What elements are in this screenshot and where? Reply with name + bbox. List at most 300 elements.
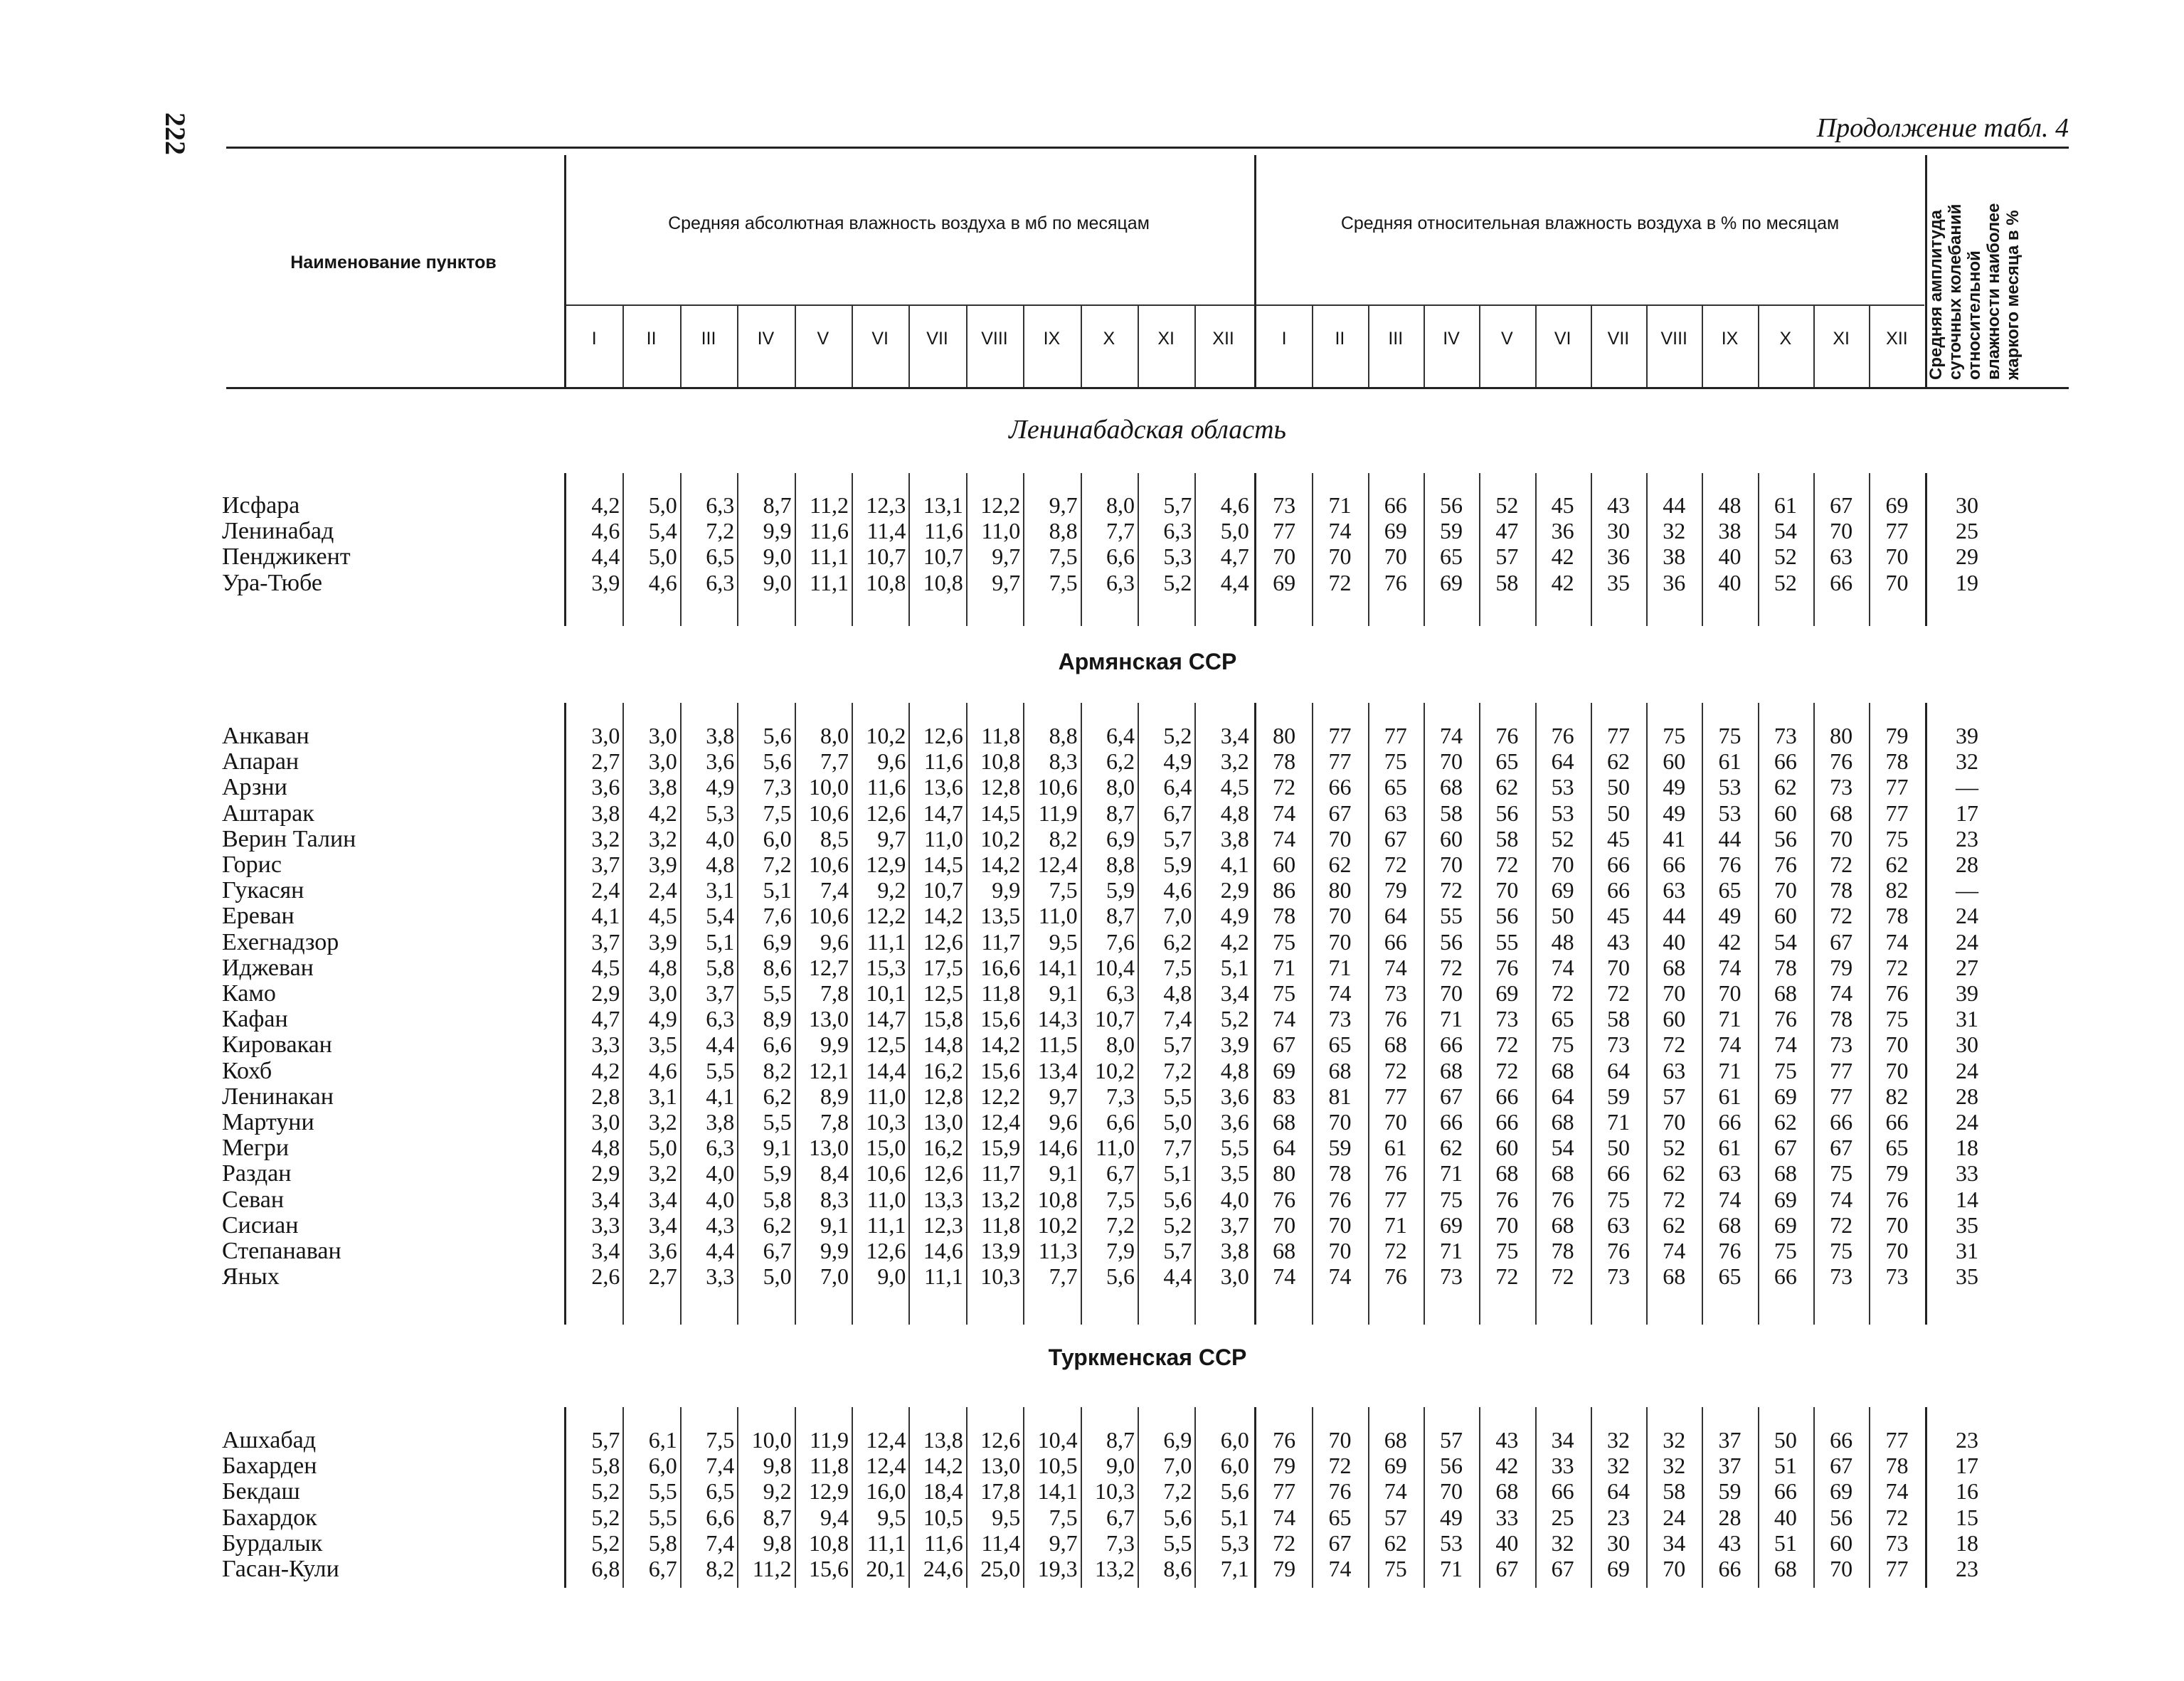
rel-humidity-cell: 70 [1328, 928, 1352, 955]
rel-humidity-cell: 40 [1718, 543, 1742, 570]
abs-humidity-cell: 8,7 [763, 492, 792, 518]
abs-humidity-cell: 12,6 [980, 1427, 1021, 1453]
amplitude-column-header: Средняя амплитуда суточных колебаний относительной влажности наиболее жаркого месяца в % [1926, 203, 2023, 380]
abs-month-header: IX [1043, 329, 1061, 349]
abs-humidity-cell: 3,0 [648, 980, 677, 1006]
rel-humidity-cell: 56 [1440, 492, 1463, 518]
abs-humidity-cell: 15,9 [980, 1135, 1021, 1161]
station-name: Верин Талин [222, 825, 356, 852]
abs-humidity-cell: 3,0 [591, 1109, 620, 1135]
abs-humidity-cell: 12,3 [923, 1211, 963, 1238]
abs-humidity-cell: 12,4 [1037, 852, 1078, 877]
abs-humidity-cell: 3,8 [1220, 825, 1249, 852]
abs-humidity-cell: 3,8 [706, 723, 735, 748]
rel-humidity-cell: 64 [1384, 903, 1407, 929]
rel-humidity-cell: 65 [1384, 774, 1407, 800]
amplitude-cell: — [1956, 774, 1978, 800]
abs-humidity-cell: 6,2 [1163, 928, 1192, 955]
abs-humidity-cell: 10,8 [866, 569, 906, 595]
rel-humidity-cell: 70 [1328, 1211, 1352, 1238]
rel-humidity-cell: 63 [1384, 800, 1407, 826]
rel-month-header: X [1779, 329, 1792, 349]
section-title: Туркменская ССР [1048, 1345, 1247, 1370]
rel-humidity-cell: 33 [1551, 1453, 1574, 1479]
rel-humidity-cell: 76 [1551, 1186, 1574, 1212]
rel-humidity-cell: 68 [1830, 800, 1853, 826]
rel-humidity-cell: 44 [1663, 492, 1686, 518]
abs-humidity-cell: 10,7 [866, 543, 906, 570]
abs-humidity-cell: 5,0 [648, 543, 677, 570]
rel-humidity-cell: 68 [1495, 1160, 1519, 1187]
abs-humidity-cell: 5,1 [1163, 1160, 1192, 1187]
station-name: Кохб [222, 1057, 272, 1084]
rel-humidity-cell: 64 [1273, 1135, 1296, 1161]
rel-humidity-cell: 70 [1440, 980, 1463, 1006]
rel-humidity-cell: 72 [1606, 980, 1630, 1006]
rel-humidity-cell: 70 [1830, 518, 1853, 544]
abs-humidity-cell: 7,9 [1106, 1238, 1135, 1263]
abs-humidity-cell: 7,2 [1163, 1057, 1192, 1083]
abs-humidity-cell: 7,5 [1049, 1504, 1078, 1530]
amplitude-cell: 17 [1956, 800, 1978, 826]
rel-group-left-rule [1254, 155, 1256, 387]
abs-humidity-cell: 12,4 [980, 1109, 1021, 1135]
rel-humidity-cell: 75 [1273, 928, 1296, 955]
rel-humidity-cell: 70 [1718, 980, 1742, 1006]
abs-humidity-cell: 5,4 [706, 903, 735, 929]
abs-humidity-cell: 6,7 [763, 1238, 792, 1263]
abs-humidity-cell: 12,8 [980, 774, 1021, 800]
abs-humidity-cell: 6,8 [591, 1556, 620, 1581]
abs-humidity-cell: 2,4 [648, 877, 677, 903]
abs-humidity-cell: 5,5 [763, 980, 792, 1006]
abs-humidity-cell: 3,6 [1220, 1109, 1249, 1135]
rel-humidity-cell: 77 [1830, 1057, 1853, 1083]
rel-humidity-cell: 76 [1495, 1186, 1519, 1212]
rel-humidity-cell: 56 [1495, 800, 1519, 826]
abs-humidity-cell: 5,3 [706, 800, 735, 826]
rel-humidity-cell: 72 [1663, 1186, 1686, 1212]
rel-humidity-cell: 68 [1774, 1556, 1797, 1581]
rel-humidity-cell: 70 [1495, 877, 1519, 903]
rel-month-divider [1869, 306, 1870, 387]
rel-humidity-cell: 72 [1495, 1032, 1519, 1058]
abs-humidity-cell: 11,0 [1096, 1135, 1135, 1161]
abs-humidity-cell: 10,2 [1037, 1211, 1078, 1238]
rel-humidity-cell: 63 [1830, 543, 1853, 570]
abs-humidity-cell: 11,6 [923, 748, 963, 775]
abs-humidity-cell: 3,8 [591, 800, 620, 826]
rel-humidity-cell: 57 [1495, 543, 1519, 570]
abs-humidity-cell: 5,5 [1163, 1083, 1192, 1109]
abs-humidity-cell: 6,3 [706, 1006, 735, 1032]
amplitude-cell: 17 [1956, 1453, 1978, 1479]
station-column-header: Наименование пунктов [290, 253, 497, 272]
rel-humidity-cell: 71 [1328, 954, 1352, 980]
abs-month-divider [1138, 306, 1139, 387]
rel-humidity-cell: 78 [1830, 1006, 1853, 1032]
rel-humidity-cell: 32 [1663, 1427, 1686, 1453]
rel-humidity-cell: 45 [1606, 825, 1630, 852]
rel-humidity-cell: 52 [1495, 492, 1519, 518]
rel-humidity-cell: 79 [1830, 954, 1853, 980]
rel-humidity-cell: 60 [1273, 852, 1296, 877]
rel-humidity-cell: 72 [1885, 1504, 1909, 1530]
rel-humidity-cell: 62 [1663, 1211, 1686, 1238]
abs-humidity-cell: 11,3 [1038, 1238, 1078, 1263]
rel-humidity-cell: 68 [1663, 954, 1686, 980]
amplitude-cell: 30 [1956, 1032, 1978, 1058]
station-name: Ура-Тюбе [222, 569, 322, 596]
rel-humidity-cell: 76 [1718, 1238, 1742, 1263]
abs-humidity-cell: 8,7 [1106, 1427, 1135, 1453]
abs-group-left-rule [564, 155, 566, 387]
amplitude-cell: 29 [1956, 543, 1978, 570]
abs-humidity-cell: 3,4 [591, 1186, 620, 1212]
rel-humidity-cell: 73 [1830, 1263, 1853, 1290]
station-name: Иджеван [222, 954, 314, 981]
abs-humidity-cell: 6,3 [706, 492, 735, 518]
abs-humidity-cell: 5,8 [763, 1186, 792, 1212]
rel-humidity-cell: 66 [1885, 1109, 1909, 1135]
rel-humidity-cell: 57 [1663, 1083, 1686, 1109]
abs-humidity-cell: 8,7 [1106, 800, 1135, 826]
rel-humidity-cell: 51 [1774, 1453, 1797, 1479]
rel-humidity-cell: 73 [1606, 1263, 1630, 1290]
rel-humidity-cell: 58 [1663, 1478, 1686, 1505]
abs-humidity-cell: 6,0 [1220, 1427, 1249, 1453]
rel-humidity-cell: 82 [1885, 1083, 1909, 1109]
abs-humidity-cell: 3,0 [648, 748, 677, 775]
rel-humidity-cell: 68 [1551, 1057, 1574, 1083]
rel-humidity-cell: 43 [1495, 1427, 1519, 1453]
abs-humidity-cell: 11,4 [981, 1529, 1021, 1556]
station-name: Апаран [222, 748, 299, 775]
rel-humidity-cell: 81 [1328, 1083, 1352, 1109]
rel-humidity-cell: 74 [1328, 1263, 1352, 1290]
abs-humidity-cell: 10,5 [1037, 1453, 1078, 1479]
header-bottom-rule [226, 387, 2069, 389]
abs-humidity-cell: 8,2 [706, 1556, 735, 1581]
abs-humidity-cell: 3,3 [591, 1211, 620, 1238]
rel-humidity-cell: 59 [1718, 1478, 1742, 1505]
rel-humidity-cell: 77 [1885, 800, 1909, 826]
abs-humidity-cell: 4,8 [1220, 1057, 1249, 1083]
rel-humidity-cell: 66 [1606, 1160, 1630, 1187]
abs-humidity-cell: 10,8 [980, 748, 1021, 775]
abs-humidity-cell: 8,7 [1106, 903, 1135, 929]
rel-humidity-cell: 66 [1718, 1109, 1742, 1135]
abs-humidity-cell: 2,9 [591, 980, 620, 1006]
rel-humidity-cell: 72 [1830, 903, 1853, 929]
abs-humidity-cell: 11,7 [981, 1160, 1021, 1187]
rel-humidity-cell: 32 [1551, 1529, 1574, 1556]
amplitude-cell: — [1956, 877, 1978, 903]
abs-humidity-cell: 5,0 [763, 1263, 792, 1290]
abs-humidity-cell: 14,1 [1037, 1478, 1078, 1505]
abs-humidity-cell: 6,9 [1163, 1427, 1192, 1453]
abs-humidity-cell: 6,7 [1163, 800, 1192, 826]
rel-humidity-cell: 53 [1551, 800, 1574, 826]
rel-humidity-cell: 67 [1551, 1556, 1574, 1581]
rel-humidity-cell: 71 [1440, 1006, 1463, 1032]
abs-humidity-cell: 11,2 [810, 492, 849, 518]
rel-humidity-cell: 62 [1774, 774, 1797, 800]
rel-humidity-cell: 56 [1495, 903, 1519, 929]
abs-humidity-cell: 5,7 [1163, 1032, 1192, 1058]
abs-humidity-cell: 2,8 [591, 1083, 620, 1109]
rel-humidity-cell: 35 [1606, 569, 1630, 595]
rel-humidity-cell: 74 [1663, 1238, 1686, 1263]
rel-humidity-cell: 49 [1718, 903, 1742, 929]
amplitude-cell: 23 [1956, 1556, 1978, 1581]
abs-humidity-cell: 5,0 [648, 492, 677, 518]
rel-humidity-cell: 67 [1328, 1529, 1352, 1556]
rel-humidity-cell: 48 [1718, 492, 1742, 518]
rel-humidity-cell: 54 [1774, 518, 1797, 544]
abs-humidity-cell: 5,5 [648, 1504, 677, 1530]
abs-humidity-cell: 10,3 [866, 1109, 906, 1135]
abs-month-divider [680, 306, 682, 387]
rel-humidity-cell: 74 [1885, 1478, 1909, 1505]
abs-humidity-cell: 3,8 [706, 1109, 735, 1135]
abs-humidity-cell: 6,0 [1220, 1453, 1249, 1479]
rel-humidity-cell: 75 [1885, 825, 1909, 852]
station-name: Ашхабад [222, 1427, 317, 1453]
rel-humidity-cell: 63 [1718, 1160, 1742, 1187]
abs-humidity-cell: 5,1 [706, 928, 735, 955]
rel-humidity-cell: 70 [1663, 1556, 1686, 1581]
rel-month-header: III [1388, 329, 1404, 349]
abs-humidity-cell: 14,2 [923, 1453, 963, 1479]
rel-humidity-cell: 67 [1328, 800, 1352, 826]
abs-humidity-cell: 11,1 [810, 569, 849, 595]
station-name: Пенджикент [222, 543, 351, 571]
abs-humidity-cell: 3,2 [1220, 748, 1249, 775]
amplitude-cell: 24 [1956, 928, 1978, 955]
rel-humidity-cell: 70 [1830, 1556, 1853, 1581]
rel-humidity-cell: 76 [1273, 1427, 1296, 1453]
abs-humidity-cell: 3,2 [648, 1109, 677, 1135]
abs-humidity-cell: 6,3 [1163, 518, 1192, 544]
rel-humidity-cell: 74 [1885, 928, 1909, 955]
rel-humidity-cell: 70 [1328, 1427, 1352, 1453]
abs-humidity-cell: 6,9 [1106, 825, 1135, 852]
abs-humidity-cell: 5,6 [1163, 1504, 1192, 1530]
rel-humidity-cell: 53 [1718, 800, 1742, 826]
rel-humidity-cell: 71 [1440, 1160, 1463, 1187]
abs-humidity-cell: 5,2 [1163, 723, 1192, 748]
rel-humidity-cell: 66 [1440, 1109, 1463, 1135]
abs-month-divider [908, 306, 910, 387]
abs-humidity-cell: 7,2 [1106, 1211, 1135, 1238]
rel-humidity-cell: 72 [1551, 1263, 1574, 1290]
rel-humidity-cell: 64 [1551, 1083, 1574, 1109]
rel-humidity-cell: 71 [1384, 1211, 1407, 1238]
rel-humidity-cell: 73 [1774, 723, 1797, 748]
rel-humidity-cell: 67 [1440, 1083, 1463, 1109]
abs-humidity-cell: 3,9 [648, 852, 677, 877]
amplitude-cell: 33 [1956, 1160, 1978, 1187]
abs-humidity-cell: 7,5 [706, 1427, 735, 1453]
rel-humidity-cell: 68 [1774, 1160, 1797, 1187]
rel-humidity-cell: 56 [1440, 928, 1463, 955]
abs-humidity-cell: 3,6 [648, 1238, 677, 1263]
abs-humidity-cell: 4,8 [1220, 800, 1249, 826]
rel-humidity-cell: 32 [1663, 1453, 1686, 1479]
rel-humidity-cell: 73 [1830, 1032, 1853, 1058]
rel-humidity-cell: 79 [1885, 1160, 1909, 1187]
rel-humidity-cell: 66 [1551, 1478, 1574, 1505]
rel-humidity-cell: 66 [1718, 1556, 1742, 1581]
abs-humidity-cell: 8,6 [763, 954, 792, 980]
abs-humidity-cell: 16,2 [923, 1135, 963, 1161]
rel-humidity-cell: 75 [1606, 1186, 1630, 1212]
abs-humidity-cell: 17,8 [980, 1478, 1021, 1505]
abs-humidity-cell: 14,2 [980, 852, 1021, 877]
rel-humidity-cell: 78 [1830, 877, 1853, 903]
rel-humidity-cell: 74 [1273, 1263, 1296, 1290]
abs-humidity-cell: 11,4 [866, 518, 906, 544]
rel-humidity-cell: 78 [1885, 903, 1909, 929]
header-top-rule [226, 147, 2069, 149]
rel-humidity-cell: 77 [1328, 748, 1352, 775]
rel-humidity-cell: 56 [1440, 1453, 1463, 1479]
abs-humidity-cell: 12,9 [866, 852, 906, 877]
abs-humidity-cell: 4,6 [1220, 492, 1249, 518]
rel-humidity-cell: 66 [1774, 1263, 1797, 1290]
rel-humidity-cell: 75 [1384, 748, 1407, 775]
abs-humidity-cell: 8,0 [1106, 774, 1135, 800]
abs-humidity-cell: 5,3 [1163, 543, 1192, 570]
abs-humidity-cell: 11,8 [981, 980, 1021, 1006]
abs-humidity-cell: 5,0 [648, 1135, 677, 1161]
abs-humidity-cell: 4,9 [648, 1006, 677, 1032]
abs-humidity-cell: 3,7 [591, 852, 620, 877]
abs-humidity-cell: 12,6 [866, 1238, 906, 1263]
abs-humidity-cell: 5,8 [706, 954, 735, 980]
rel-humidity-cell: 62 [1384, 1529, 1407, 1556]
abs-humidity-cell: 9,6 [1049, 1109, 1078, 1135]
rel-humidity-cell: 70 [1885, 543, 1909, 570]
abs-humidity-cell: 2,4 [591, 877, 620, 903]
rel-humidity-cell: 77 [1384, 1186, 1407, 1212]
rel-humidity-cell: 67 [1830, 1135, 1853, 1161]
abs-humidity-cell: 4,0 [706, 1186, 735, 1212]
rel-humidity-cell: 66 [1440, 1032, 1463, 1058]
rel-humidity-cell: 76 [1384, 1160, 1407, 1187]
rel-month-header: IX [1721, 329, 1739, 349]
abs-humidity-cell: 6,4 [1163, 774, 1192, 800]
rel-humidity-cell: 57 [1384, 1504, 1407, 1530]
rel-humidity-cell: 60 [1440, 825, 1463, 852]
abs-humidity-cell: 13,5 [980, 903, 1021, 929]
abs-humidity-cell: 11,0 [1038, 903, 1078, 929]
rel-month-header: XII [1886, 329, 1908, 349]
rel-humidity-cell: 78 [1273, 903, 1296, 929]
amplitude-cell: 14 [1956, 1186, 1978, 1212]
station-name: Мартуни [222, 1109, 314, 1135]
amplitude-cell: 39 [1956, 980, 1978, 1006]
rel-humidity-cell: 75 [1774, 1238, 1797, 1263]
abs-humidity-cell: 14,7 [923, 800, 963, 826]
rel-humidity-cell: 55 [1495, 928, 1519, 955]
station-name: Кировакан [222, 1032, 332, 1059]
rel-humidity-cell: 56 [1774, 825, 1797, 852]
abs-humidity-cell: 15,6 [808, 1556, 849, 1581]
rel-humidity-cell: 68 [1551, 1160, 1574, 1187]
rel-humidity-cell: 49 [1663, 774, 1686, 800]
rel-humidity-cell: 33 [1495, 1504, 1519, 1530]
abs-humidity-cell: 6,0 [648, 1453, 677, 1479]
station-name: Анкаван [222, 723, 309, 749]
rel-humidity-cell: 75 [1440, 1186, 1463, 1212]
rel-humidity-cell: 76 [1273, 1186, 1296, 1212]
abs-humidity-cell: 8,0 [1106, 1032, 1135, 1058]
station-name: Бахардок [222, 1504, 317, 1531]
rel-humidity-cell: 71 [1328, 492, 1352, 518]
rel-humidity-cell: 78 [1774, 954, 1797, 980]
rel-humidity-cell: 67 [1830, 928, 1853, 955]
rel-humidity-cell: 52 [1774, 569, 1797, 595]
abs-humidity-cell: 5,5 [648, 1478, 677, 1505]
rel-humidity-cell: 70 [1384, 543, 1407, 570]
abs-humidity-cell: 7,7 [1049, 1263, 1078, 1290]
rel-humidity-cell: 78 [1273, 748, 1296, 775]
abs-humidity-cell: 12,6 [923, 1160, 963, 1187]
abs-humidity-cell: 9,5 [1049, 928, 1078, 955]
rel-humidity-cell: 65 [1885, 1135, 1909, 1161]
abs-humidity-cell: 9,7 [877, 825, 906, 852]
abs-humidity-cell: 11,6 [810, 518, 849, 544]
rel-humidity-cell: 76 [1885, 980, 1909, 1006]
station-name: Ереван [222, 903, 295, 930]
abs-humidity-cell: 7,0 [820, 1263, 849, 1290]
abs-humidity-cell: 7,8 [820, 980, 849, 1006]
abs-humidity-cell: 8,7 [763, 1504, 792, 1530]
rel-humidity-cell: 70 [1663, 1109, 1686, 1135]
rel-humidity-cell: 74 [1328, 980, 1352, 1006]
rel-humidity-cell: 60 [1663, 1006, 1686, 1032]
rel-humidity-cell: 70 [1606, 954, 1630, 980]
station-name: Бекдаш [222, 1478, 300, 1505]
abs-humidity-cell: 3,7 [706, 980, 735, 1006]
abs-humidity-cell: 5,9 [763, 1160, 792, 1187]
abs-humidity-cell: 6,7 [1106, 1160, 1135, 1187]
abs-humidity-cell: 16,0 [866, 1478, 906, 1505]
abs-humidity-cell: 3,4 [1220, 723, 1249, 748]
abs-humidity-cell: 4,3 [706, 1211, 735, 1238]
abs-month-divider [737, 306, 738, 387]
abs-humidity-cell: 6,4 [1106, 723, 1135, 748]
abs-humidity-cell: 5,6 [1106, 1263, 1135, 1290]
rel-humidity-cell: 38 [1663, 543, 1686, 570]
abs-month-divider [852, 306, 853, 387]
abs-humidity-cell: 9,0 [1106, 1453, 1135, 1479]
rel-humidity-cell: 62 [1328, 852, 1352, 877]
abs-month-divider [1023, 306, 1024, 387]
rel-month-divider [1479, 306, 1480, 387]
abs-humidity-cell: 4,6 [591, 518, 620, 544]
abs-humidity-cell: 14,4 [866, 1057, 906, 1083]
rel-humidity-cell: 74 [1273, 825, 1296, 852]
rel-humidity-cell: 69 [1273, 1057, 1296, 1083]
abs-humidity-cell: 4,4 [706, 1032, 735, 1058]
abs-humidity-cell: 11,1 [923, 1263, 963, 1290]
rel-humidity-cell: 73 [1328, 1006, 1352, 1032]
rel-humidity-cell: 68 [1718, 1211, 1742, 1238]
abs-humidity-cell: 3,6 [706, 748, 735, 775]
